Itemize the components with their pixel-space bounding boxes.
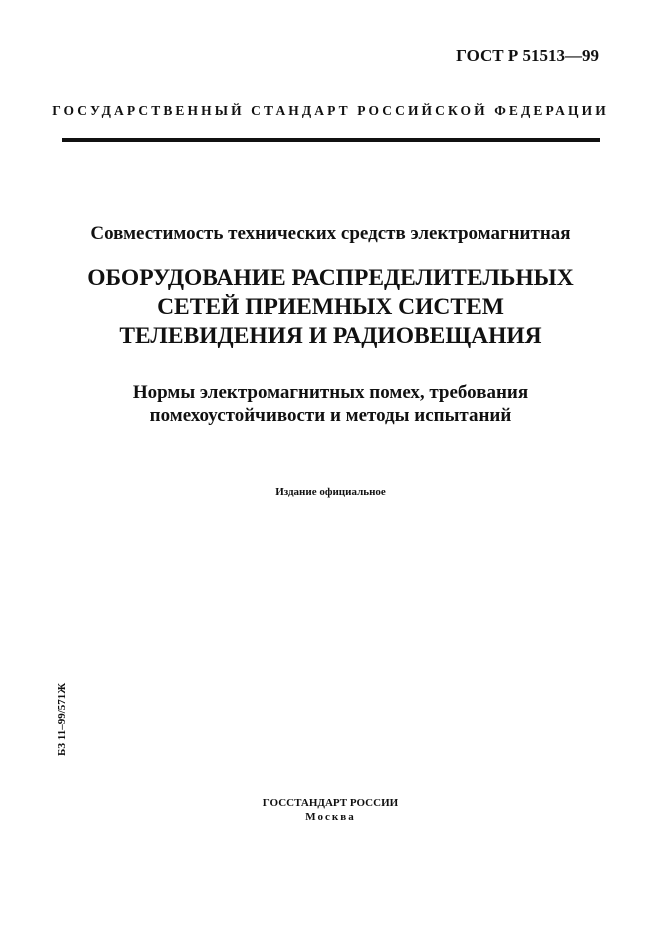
state-standard-heading: ГОСУДАРСТВЕННЫЙ СТАНДАРТ РОССИЙСКОЙ ФЕДЕРАЦИИ <box>52 103 609 118</box>
subtitle <box>40 381 621 427</box>
side-code: БЗ 11–99/571Ж <box>56 682 68 756</box>
header-divider <box>62 138 600 142</box>
subtitle-line: Нормы электромагнитных помех, требования <box>132 382 529 403</box>
main-title-line: СЕТЕЙ ПРИЕМНЫХ СИСТЕМ <box>157 294 504 320</box>
gost-number: ГОСТ Р 51513—99 <box>456 46 599 65</box>
publisher: ГОССТАНДАРТ РОССИИ <box>262 797 399 809</box>
main-title-line: ТЕЛЕВИДЕНИЯ И РАДИОВЕЩАНИЯ <box>119 323 542 349</box>
subject-line: Совместимость технических средств электромагнитная <box>90 223 571 244</box>
publisher-city: Москва <box>305 811 356 823</box>
edition-note: Издание официальное <box>275 486 386 498</box>
main-title-line: ОБОРУДОВАНИЕ РАСПРЕДЕЛИТЕЛЬНЫХ <box>87 265 574 291</box>
main-title <box>40 264 621 351</box>
subtitle-line: помехоустойчивости и методы испытаний <box>149 405 512 426</box>
